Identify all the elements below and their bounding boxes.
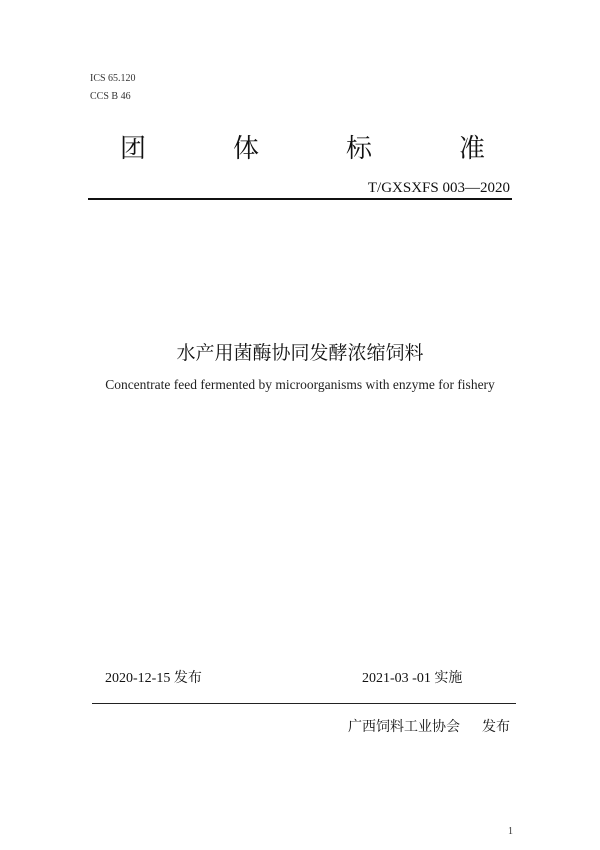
standard-type-title (120, 128, 485, 165)
ccs-code: CCS B 46 (90, 91, 131, 102)
document-title-chinese: 水产用菌酶协同发酵浓缩饲料 (176, 342, 424, 364)
classification-codes (90, 70, 136, 106)
title-char-1: 团 (120, 134, 147, 164)
footer-divider (92, 703, 516, 704)
page-number: 1 (508, 826, 513, 837)
title-char-4: 准 (458, 134, 485, 164)
implementation-date: 2021-03 -01 实施 (362, 671, 463, 686)
title-char-3: 标 (345, 134, 372, 164)
title-char-2: 体 (232, 134, 259, 164)
publisher-action: 发布 (482, 719, 510, 735)
ics-code: ICS 65.120 (90, 73, 136, 84)
publisher-name: 广西饲料工业协会 (348, 719, 460, 735)
issue-date: 2020-12-15 发布 (105, 671, 202, 686)
standard-code: T/GXSXFS 003—2020 (367, 180, 510, 196)
header-divider (88, 198, 512, 200)
publisher-line (348, 716, 510, 736)
document-title-english: Concentrate feed fermented by microorganisms with enzyme for fishery (105, 377, 495, 392)
